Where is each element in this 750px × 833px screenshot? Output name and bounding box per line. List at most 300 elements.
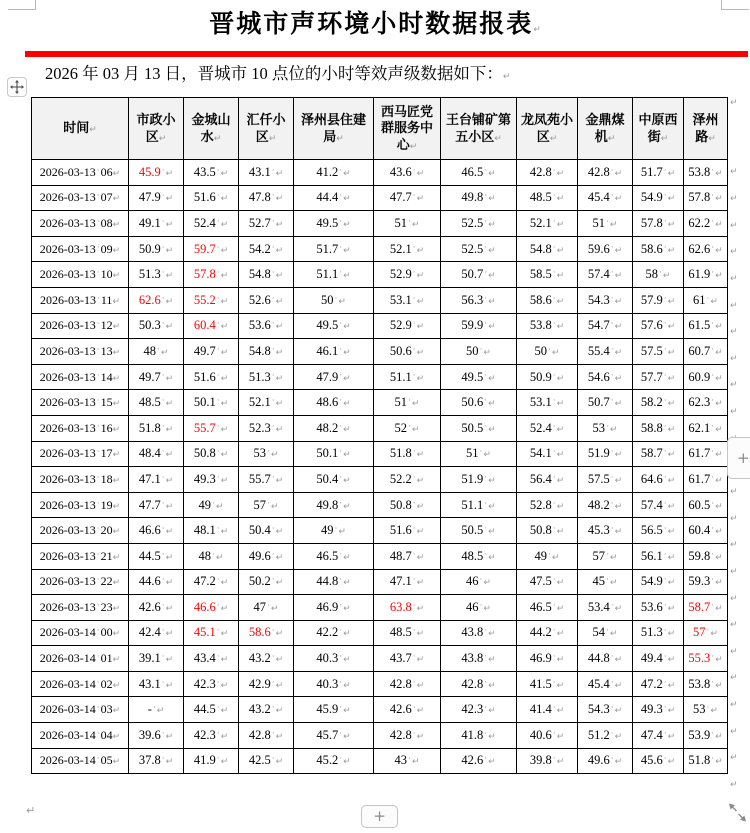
space-mark: ·: [267, 498, 270, 509]
time-cell: 2026-03-14·04↵: [32, 723, 129, 749]
space-mark: ·: [552, 268, 556, 279]
value-cell: 47.8·↵: [239, 185, 294, 211]
cell-end-mark: ↵: [220, 322, 229, 333]
cell-end-mark: ↵: [165, 578, 174, 589]
space-mark: ·: [663, 370, 667, 381]
table-row: [32, 236, 728, 262]
space-mark: ·: [663, 216, 667, 227]
space-mark: ·: [610, 754, 614, 765]
space-mark: ·: [96, 216, 100, 227]
value-cell: 52.1·↵: [517, 211, 578, 237]
cell-end-mark: ↵: [156, 706, 165, 717]
column-header: 泽州路↵: [684, 98, 728, 160]
table-row: [32, 723, 728, 749]
cell-end-mark: ↵: [667, 706, 676, 717]
row-end-mark: ↵: [730, 353, 738, 364]
space-mark: ·: [552, 396, 556, 407]
space-mark: ·: [610, 370, 614, 381]
cell-end-mark: ↵: [667, 603, 676, 614]
cell-end-mark: ↵: [220, 373, 229, 384]
cell-end-mark: ↵: [614, 655, 623, 666]
value-cell: 46.5·↵: [517, 595, 578, 621]
row-end-mark: ↵: [730, 646, 738, 657]
cell-end-mark: ↵: [488, 527, 496, 538]
table-resize-handle[interactable]: [727, 801, 748, 824]
space-mark: ·: [271, 293, 275, 304]
row-end-mark: ↵: [730, 380, 738, 391]
value-cell: 43.1·↵: [239, 160, 294, 186]
cell-end-mark: ↵: [715, 219, 723, 230]
value-cell: 48.6·↵: [294, 390, 374, 416]
row-end-mark: ↵: [730, 273, 738, 284]
space-mark: ·: [216, 165, 220, 176]
cell-end-mark: ↵: [343, 680, 351, 691]
space-mark: ·: [479, 447, 483, 458]
space-mark: ·: [552, 600, 556, 611]
value-cell: 43.2·↵: [239, 697, 294, 723]
cell-end-mark: ↵: [715, 501, 723, 512]
table-row: [32, 646, 728, 672]
time-cell: 2026-03-14·00↵: [32, 620, 129, 646]
cell-end-mark: ↵: [112, 757, 121, 768]
cell-end-mark: ↵: [275, 424, 284, 435]
cell-end-mark: ↵: [488, 629, 496, 640]
cell-end-mark: ↵: [488, 322, 496, 333]
space-mark: ·: [552, 319, 556, 330]
cell-end-mark: ↵: [275, 527, 284, 538]
space-mark: ·: [663, 396, 667, 407]
value-cell: 44.5·↵: [129, 543, 184, 569]
cell-end-mark: ↵: [112, 296, 120, 307]
value-cell: 58.6·↵: [633, 236, 684, 262]
cell-end-mark: ↵: [220, 424, 229, 435]
value-cell: 51.3·↵: [633, 620, 684, 646]
cell-end-mark: ↵: [667, 731, 676, 742]
space-mark: ·: [663, 728, 667, 739]
cell-end-mark: ↵: [488, 552, 496, 563]
space-mark: ·: [339, 421, 343, 432]
space-mark: ·: [96, 626, 100, 637]
value-cell: 42.6·↵: [374, 697, 441, 723]
cell-end-mark: ↵: [662, 271, 671, 282]
space-mark: ·: [96, 472, 100, 483]
value-cell: 40.3·↵: [294, 671, 374, 697]
cell-end-mark: ↵: [270, 450, 279, 461]
space-mark: ·: [663, 191, 667, 202]
cell-end-mark: ↵: [609, 629, 618, 640]
move-cross-icon: [10, 80, 24, 94]
cell-end-mark: ↵: [112, 347, 121, 358]
cell-end-mark: ↵: [220, 680, 229, 691]
space-mark: ·: [610, 600, 614, 611]
cell-end-mark: ↵: [112, 450, 121, 461]
cell-end-mark: ↵: [614, 706, 623, 717]
space-mark: ·: [484, 703, 488, 714]
space-mark: ·: [706, 293, 710, 304]
cell-end-mark: ↵: [220, 168, 229, 179]
space-mark: ·: [484, 728, 488, 739]
value-cell: 42.6·↵: [441, 748, 517, 774]
cell-end-mark: ↵: [715, 603, 723, 614]
value-cell: 50.8·↵: [374, 492, 441, 518]
table-row: [32, 518, 728, 544]
cell-end-mark: ↵: [165, 296, 174, 307]
cell-end-mark: ↵: [343, 578, 351, 589]
cell-end-mark: ↵: [220, 219, 229, 230]
space-mark: ·: [161, 728, 165, 739]
value-cell: 51.6·↵: [184, 364, 239, 390]
space-mark: ·: [412, 242, 416, 253]
column-header: 金城山水↵: [184, 98, 239, 160]
space-mark: ·: [711, 191, 715, 202]
value-cell: 52.4·↵: [517, 415, 578, 441]
cell-end-mark: ↵: [409, 141, 418, 152]
value-cell: 52.7·↵: [239, 211, 294, 237]
table-row: [32, 415, 728, 441]
value-cell: 59.7·↵: [184, 236, 239, 262]
cell-end-mark: ↵: [343, 194, 351, 205]
value-cell: 48.5·↵: [374, 620, 441, 646]
value-cell: 56.1·↵: [633, 543, 684, 569]
cell-end-mark: ↵: [112, 475, 121, 486]
value-cell: 54.9·↵: [633, 569, 684, 595]
column-header: 市政小区↵: [129, 98, 184, 160]
space-mark: ·: [606, 216, 609, 227]
space-mark: ·: [271, 191, 275, 202]
value-cell: 50.8·↵: [517, 518, 578, 544]
space-mark: ·: [412, 728, 416, 739]
value-cell: 54.6·↵: [578, 364, 633, 390]
space-mark: ·: [216, 703, 220, 714]
space-mark: ·: [484, 421, 488, 432]
space-mark: ·: [271, 242, 275, 253]
space-mark: ·: [161, 652, 165, 663]
space-mark: ·: [552, 652, 556, 663]
cell-end-mark: ↵: [416, 552, 425, 563]
row-end-mark: ↵: [730, 620, 738, 631]
space-mark: ·: [552, 370, 556, 381]
cell-end-mark: ↵: [220, 655, 229, 666]
cell-end-mark: ↵: [556, 731, 565, 742]
space-mark: ·: [711, 524, 715, 535]
space-mark: ·: [161, 242, 165, 253]
space-mark: ·: [96, 498, 100, 509]
cell-end-mark: ↵: [483, 450, 491, 461]
table-row: [32, 620, 728, 646]
space-mark: ·: [663, 344, 667, 355]
value-cell: 50.9·↵: [517, 364, 578, 390]
cell-end-mark: ↵: [556, 655, 565, 666]
space-mark: ·: [339, 191, 343, 202]
space-mark: ·: [711, 165, 715, 176]
value-cell: 48.5·↵: [441, 543, 517, 569]
value-cell: 58.7·↵: [684, 595, 728, 621]
space-mark: ·: [552, 447, 556, 458]
space-mark: ·: [484, 652, 488, 663]
value-cell: 39.8·↵: [517, 748, 578, 774]
value-cell: 42.9·↵: [239, 671, 294, 697]
cell-end-mark: ↵: [165, 194, 174, 205]
table-move-handle[interactable]: [7, 77, 27, 97]
cell-end-mark: ↵: [715, 680, 723, 691]
table-row: [32, 492, 728, 518]
cell-end-mark: ↵: [165, 450, 174, 461]
space-mark: ·: [663, 447, 667, 458]
value-cell: 50.2·↵: [239, 569, 294, 595]
cell-end-mark: ↵: [220, 731, 229, 742]
cell-end-mark: ↵: [556, 399, 565, 410]
cell-end-mark: ↵: [551, 347, 560, 358]
space-mark: ·: [412, 191, 416, 202]
space-mark: ·: [96, 600, 100, 611]
space-mark: ·: [412, 652, 416, 663]
space-mark: ·: [412, 575, 416, 586]
cell-end-mark: ↵: [715, 424, 723, 435]
add-column-button[interactable]: +: [727, 437, 750, 479]
cell-end-mark: ↵: [343, 322, 351, 333]
space-mark: ·: [663, 549, 667, 560]
space-mark: ·: [610, 652, 614, 663]
space-mark: ·: [610, 472, 614, 483]
value-cell: 59.8·↵: [684, 543, 728, 569]
value-cell: 58.7·↵: [633, 441, 684, 467]
cell-end-mark: ↵: [667, 527, 676, 538]
space-mark: ·: [552, 703, 556, 714]
value-cell: 49.3·↵: [633, 697, 684, 723]
cell-end-mark: ↵: [165, 680, 174, 691]
value-cell: 54.1·↵: [517, 441, 578, 467]
value-cell: 45.3·↵: [578, 518, 633, 544]
value-cell: 64.6·↵: [633, 467, 684, 493]
space-mark: ·: [484, 268, 488, 279]
space-mark: ·: [663, 421, 667, 432]
space-mark: ·: [216, 344, 220, 355]
space-mark: ·: [711, 600, 715, 611]
space-mark: ·: [412, 626, 416, 637]
value-cell: 48.1·↵: [184, 518, 239, 544]
value-cell: 50.3·↵: [129, 313, 184, 339]
space-mark: ·: [408, 421, 411, 432]
time-cell: 2026-03-14·05↵: [32, 748, 129, 774]
value-cell: 46.5·↵: [441, 160, 517, 186]
value-cell: 47.2·↵: [184, 569, 239, 595]
space-mark: ·: [606, 575, 609, 586]
table-row: [32, 748, 728, 774]
space-mark: ·: [552, 754, 556, 765]
value-cell: 61·↵: [684, 287, 728, 313]
column-header: 西马匠党群服务中心↵: [374, 98, 441, 160]
value-cell: 51.3·↵: [129, 262, 184, 288]
cell-end-mark: ↵: [715, 245, 723, 256]
value-cell: 51.7·↵: [633, 160, 684, 186]
value-cell: 57.9·↵: [633, 287, 684, 313]
cell-end-mark: ↵: [343, 373, 351, 384]
cell-end-mark: ↵: [275, 706, 284, 717]
value-cell: 46.1·↵: [294, 339, 374, 365]
cell-end-mark: ↵: [165, 757, 174, 768]
cell-end-mark: ↵: [488, 655, 496, 666]
cell-end-mark: ↵: [667, 578, 676, 589]
space-mark: ·: [412, 549, 416, 560]
space-mark: ·: [663, 677, 667, 688]
space-mark: ·: [161, 626, 165, 637]
table-row: [32, 697, 728, 723]
value-cell: 49.8·↵: [294, 492, 374, 518]
value-cell: 50.9·↵: [129, 236, 184, 262]
space-mark: ·: [96, 191, 100, 202]
space-mark: ·: [711, 472, 715, 483]
space-mark: ·: [161, 268, 165, 279]
cell-end-mark: ↵: [112, 527, 121, 538]
cell-end-mark: ↵: [112, 168, 121, 179]
value-cell: 50.7·↵: [441, 262, 517, 288]
cell-end-mark: ↵: [112, 603, 121, 614]
cell-end-mark: ↵: [614, 373, 623, 384]
row-end-mark: ↵: [730, 753, 738, 764]
space-mark: ·: [663, 754, 667, 765]
value-cell: 62.1·↵: [684, 415, 728, 441]
cell-end-mark: ↵: [483, 578, 491, 589]
cell-end-mark: ↵: [343, 475, 351, 486]
cell-end-mark: ↵: [275, 475, 284, 486]
space-mark: ·: [479, 600, 483, 611]
value-cell: 51.1·↵: [374, 364, 441, 390]
space-mark: ·: [161, 396, 165, 407]
value-cell: 49.6·↵: [578, 748, 633, 774]
column-header: 金鼎煤机↵: [578, 98, 633, 160]
value-cell: 47.9·↵: [129, 185, 184, 211]
cell-end-mark: ↵: [667, 245, 676, 256]
cell-end-mark: ↵: [220, 475, 229, 486]
value-cell: 54·↵: [578, 620, 633, 646]
value-cell: 50·↵: [294, 287, 374, 313]
cell-end-mark: ↵: [112, 271, 121, 282]
value-cell: 48.4·↵: [129, 441, 184, 467]
space-mark: ·: [161, 498, 165, 509]
value-cell: 49.1·↵: [129, 211, 184, 237]
time-cell: 2026-03-13·22↵: [32, 569, 129, 595]
space-mark: ·: [339, 626, 343, 637]
cell-end-mark: ↵: [710, 296, 718, 307]
cell-end-mark: ↵: [556, 706, 565, 717]
cell-end-mark: ↵: [667, 168, 676, 179]
value-cell: 46.9·↵: [517, 646, 578, 672]
space-mark: ·: [412, 600, 416, 611]
cell-end-mark: ↵: [715, 655, 723, 666]
cell-end-mark: ↵: [165, 219, 174, 230]
value-cell: 48.2·↵: [578, 492, 633, 518]
space-mark: ·: [412, 165, 416, 176]
value-cell: 52·↵: [374, 415, 441, 441]
space-mark: ·: [711, 396, 715, 407]
value-cell: 63.8·↵: [374, 595, 441, 621]
value-cell: 50.7·↵: [578, 390, 633, 416]
cell-end-mark: ↵: [343, 424, 351, 435]
cell-end-mark: ↵: [220, 450, 229, 461]
space-mark: ·: [271, 728, 275, 739]
time-cell: 2026-03-13·13↵: [32, 339, 129, 365]
cell-end-mark: ↵: [165, 168, 174, 179]
space-mark: ·: [711, 728, 715, 739]
table-row: [32, 595, 728, 621]
row-end-mark: ↵: [730, 593, 738, 604]
value-cell: 52.5·↵: [441, 211, 517, 237]
value-cell: 42.8·↵: [517, 160, 578, 186]
cell-end-mark: ↵: [607, 133, 616, 144]
space-mark: ·: [552, 498, 556, 509]
add-row-button[interactable]: +: [361, 805, 398, 828]
value-cell: 58.6·↵: [239, 620, 294, 646]
cell-end-mark: ↵: [270, 501, 279, 512]
space-mark: ·: [711, 344, 715, 355]
value-cell: 51.9·↵: [578, 441, 633, 467]
cell-end-mark: ↵: [275, 757, 284, 768]
cell-end-mark: ↵: [614, 271, 623, 282]
time-cell: 2026-03-13·17↵: [32, 441, 129, 467]
space-mark: ·: [552, 524, 556, 535]
value-cell: 53.4·↵: [578, 595, 633, 621]
cell-end-mark: ↵: [614, 296, 623, 307]
value-cell: 43.2·↵: [239, 646, 294, 672]
value-cell: 57.8·↵: [633, 211, 684, 237]
cell-end-mark: ↵: [112, 399, 121, 410]
space-mark: ·: [152, 703, 156, 714]
cell-end-mark: ↵: [220, 629, 229, 640]
row-end-mark: ↵: [730, 327, 738, 338]
space-mark: ·: [412, 703, 416, 714]
cell-end-mark: ↵: [411, 757, 420, 768]
value-cell: 49.5·↵: [294, 211, 374, 237]
cell-end-mark: ↵: [112, 629, 121, 640]
space-mark: ·: [271, 703, 275, 714]
space-mark: ·: [271, 396, 275, 407]
space-mark: ·: [161, 524, 165, 535]
space-mark: ·: [271, 524, 275, 535]
value-cell: 62.2·↵: [684, 211, 728, 237]
value-cell: 49.4·↵: [633, 646, 684, 672]
paragraph-mark: ↵: [533, 25, 541, 35]
space-mark: ·: [271, 319, 275, 330]
space-mark: ·: [552, 472, 556, 483]
space-mark: ·: [96, 268, 100, 279]
value-cell: 57.4·↵: [633, 492, 684, 518]
cell-end-mark: ↵: [667, 501, 676, 512]
space-mark: ·: [484, 524, 488, 535]
value-cell: 43.8·↵: [441, 646, 517, 672]
cell-end-mark: ↵: [275, 194, 284, 205]
space-mark: ·: [610, 242, 614, 253]
space-mark: ·: [412, 472, 416, 483]
cell-end-mark: ↵: [112, 501, 121, 512]
value-cell: 52.4·↵: [184, 211, 239, 237]
value-cell: 47.1·↵: [129, 467, 184, 493]
value-cell: 50·↵: [517, 339, 578, 365]
time-cell: 2026-03-13·14↵: [32, 364, 129, 390]
cell-end-mark: ↵: [343, 757, 351, 768]
time-cell: 2026-03-13·12↵: [32, 313, 129, 339]
value-cell: 49.7·↵: [184, 339, 239, 365]
value-cell: 43.5·↵: [184, 160, 239, 186]
cell-end-mark: ↵: [715, 347, 723, 358]
cell-end-mark: ↵: [609, 424, 618, 435]
space-mark: ·: [161, 293, 165, 304]
time-cell: 2026-03-13·20↵: [32, 518, 129, 544]
value-cell: 57.5·↵: [578, 467, 633, 493]
time-cell: 2026-03-13·19↵: [32, 492, 129, 518]
cell-end-mark: ↵: [614, 194, 623, 205]
value-cell: 47.7·↵: [374, 185, 441, 211]
space-mark: ·: [339, 396, 343, 407]
